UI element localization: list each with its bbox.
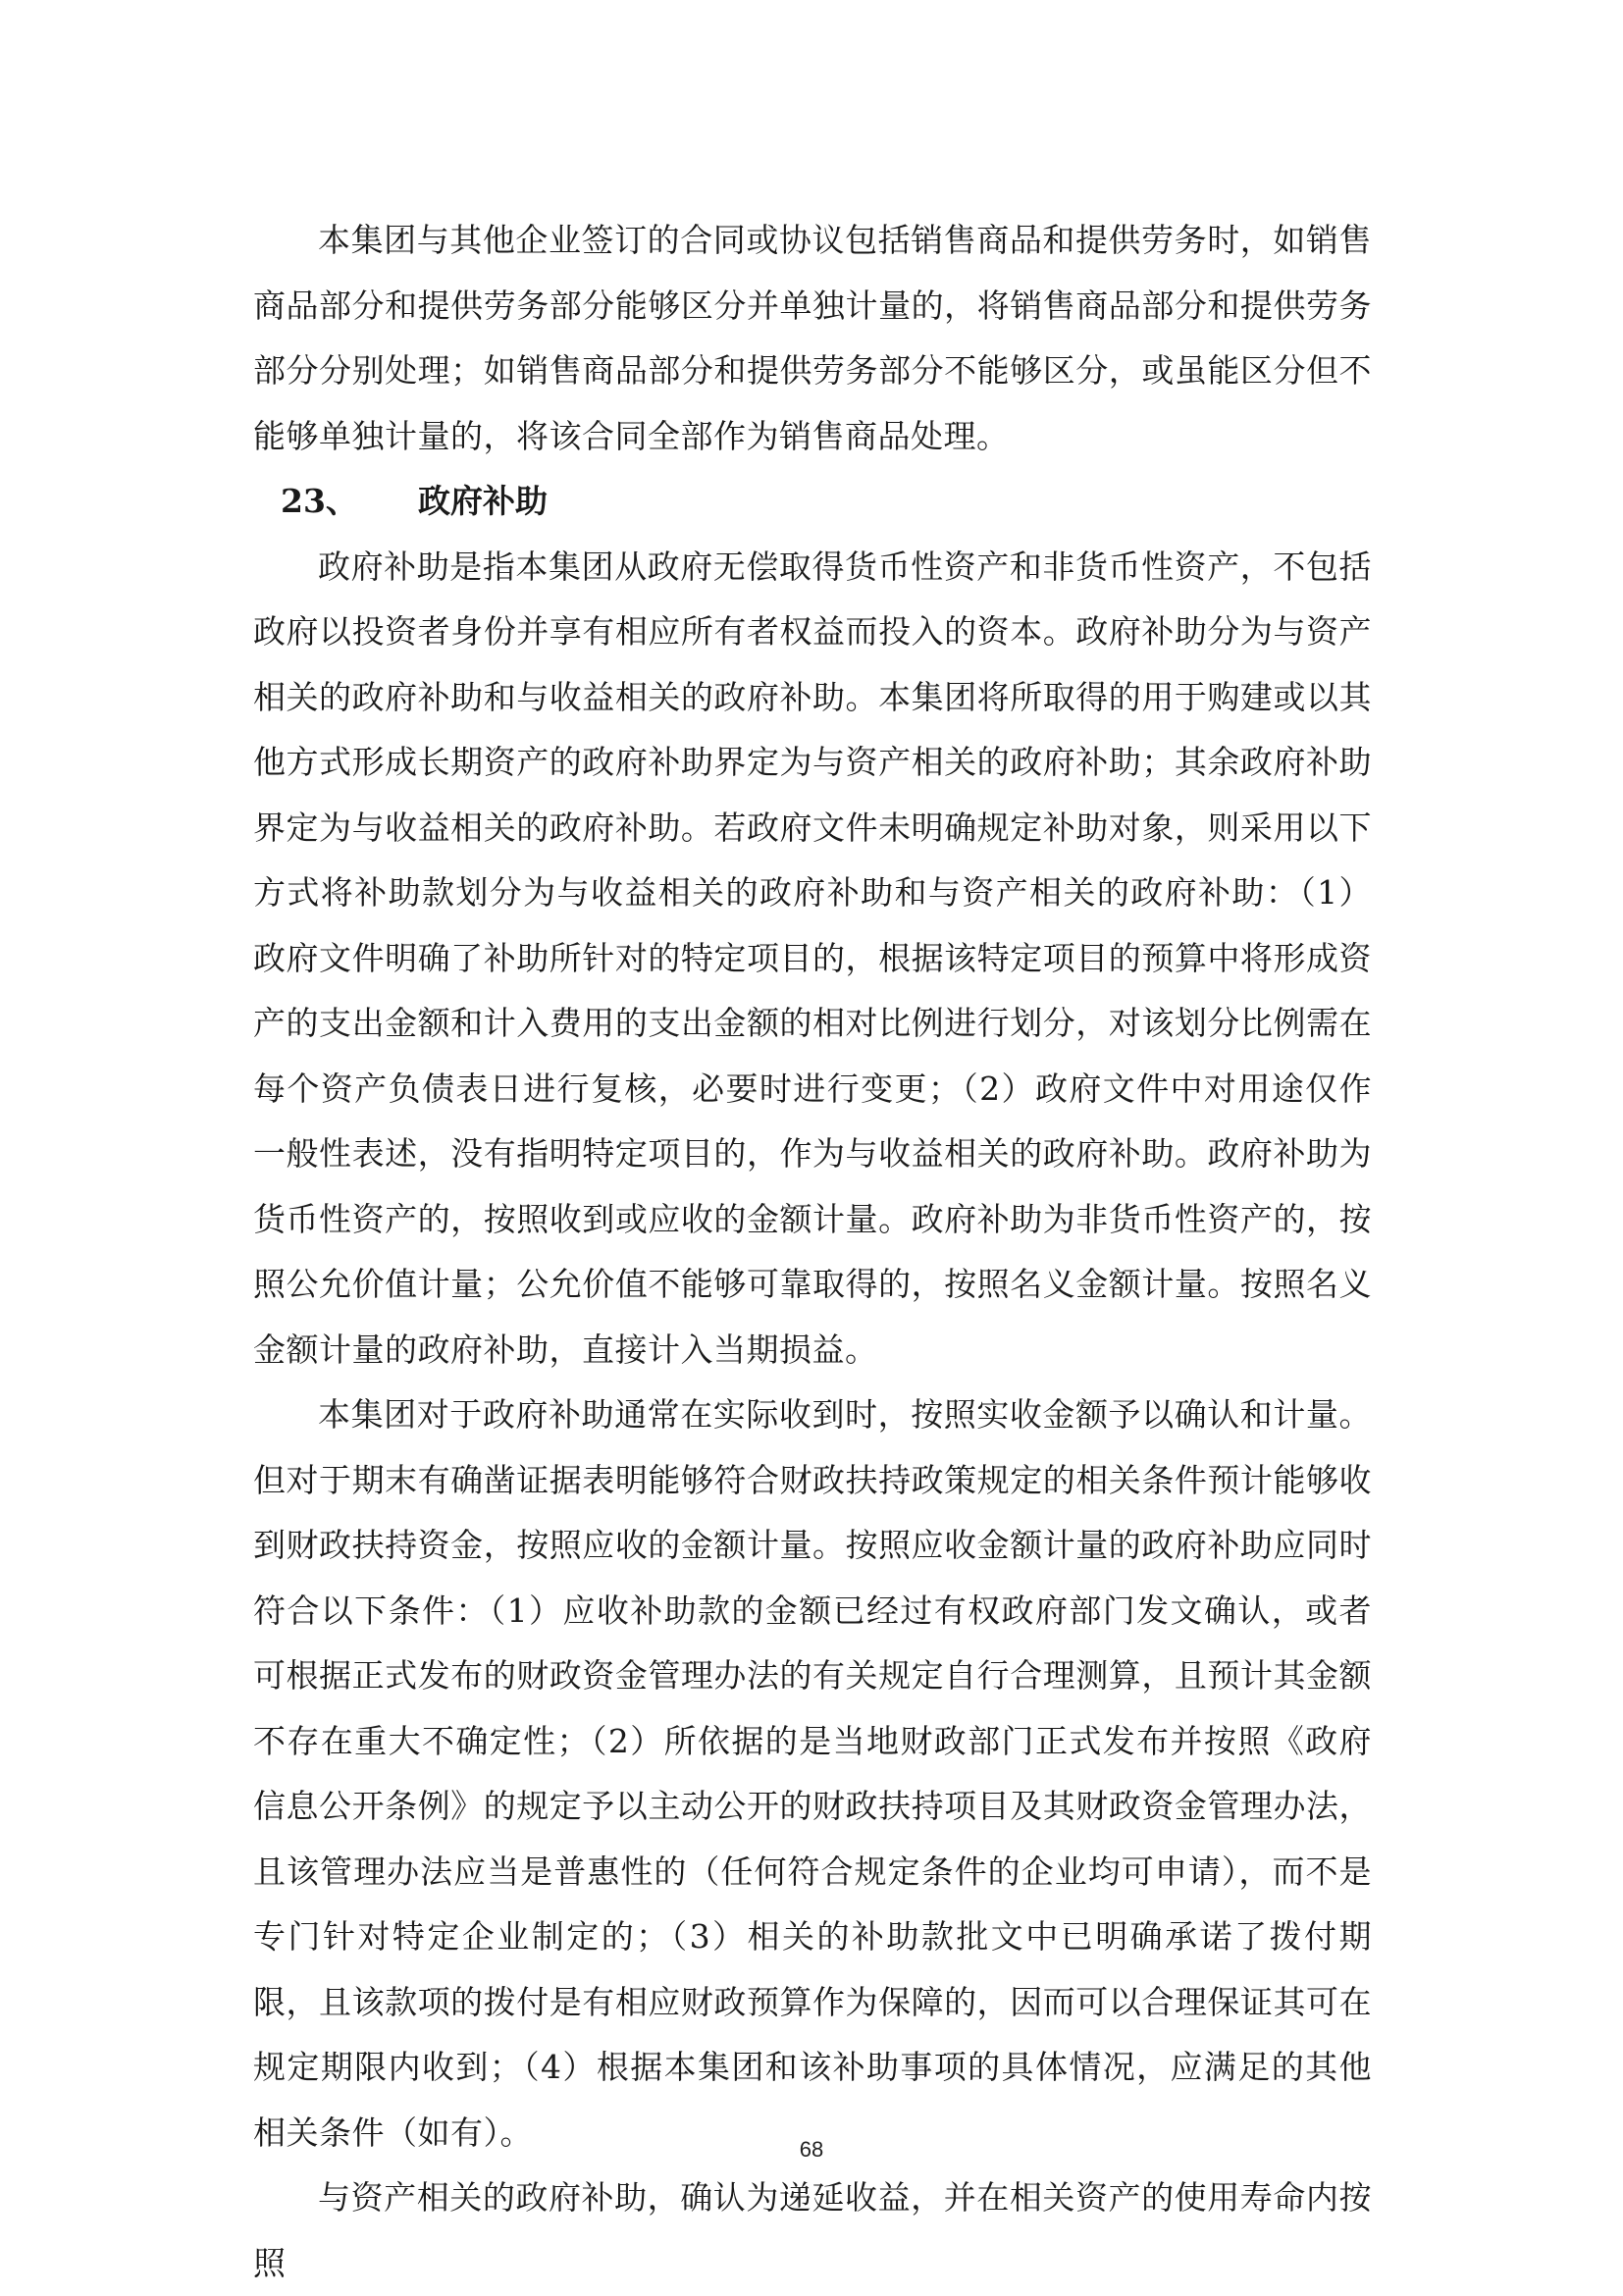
paragraph-grant-recognition: 本集团对于政府补助通常在实际收到时，按照实收金额予以确认和计量。但对于期末有确凿证据表明能够符合财政扶持政策规定的相关条件预计能够收到财政扶持资金，按照应收的金额计量。按照应收金额计量的政府补助应同时符合以下条件：（1）应收补助款的金额已经过有权政府部门发文确认，或者可根据正式发布的财政资金管理办法的有关规定自行合理测算，且预计其金额不存在重大不确定性；（2）所依据的是当地财政部门正式发布并按照《政府信息公开条例》的规定予以主动公开的财政扶持项目及其财政资金管理办法，且该管理办法应当是普惠性的（任何符合规定条件的企业均可申请），而不是专门针对特定企业制定的；（3）相关的补助款批文中已明确承诺了拨付期限，且该款项的拨付是有相应财政预算作为保障的，因而可以合理保证其可在规定期限内收到；（4）根据本集团和该补助事项的具体情况，应满足的其他相关条件（如有）。 xyxy=(253,1395,1372,2152)
page-number: 68 xyxy=(799,2137,824,2162)
paragraph-asset-related-grant: 与资产相关的政府补助，确认为递延收益，并在相关资产的使用寿命内按照 xyxy=(253,2178,1372,2282)
section-number: 23、 xyxy=(281,482,358,520)
section-title: 政府补助 xyxy=(418,482,548,520)
section-heading xyxy=(253,469,1372,535)
paragraph-sales-and-services: 本集团与其他企业签订的合同或协议包括销售商品和提供劳务时，如销售商品部分和提供劳务部分能够区分并单独计量的，将销售商品部分和提供劳务部分分别处理；如销售商品部分和提供劳务部分不能够区分，或虽能区分但不能够单独计量的，将该合同全部作为销售商品处理。 xyxy=(253,221,1372,455)
page-content xyxy=(253,208,1372,2296)
paragraph-government-grant-definition: 政府补助是指本集团从政府无偿取得货币性资产和非货币性资产，不包括政府以投资者身份并享有相应所有者权益而投入的资本。政府补助分为与资产相关的政府补助和与收益相关的政府补助。本集团将所取得的用于购建或以其他方式形成长期资产的政府补助界定为与资产相关的政府补助；其余政府补助界定为与收益相关的政府补助。若政府文件未明确规定补助对象，则采用以下方式将补助款划分为与收益相关的政府补助和与资产相关的政府补助：（1）政府文件明确了补助所针对的特定项目的，根据该特定项目的预算中将形成资产的支出金额和计入费用的支出金额的相对比例进行划分，对该划分比例需在每个资产负债表日进行复核，必要时进行变更；（2）政府文件中对用途仅作一般性表述，没有指明特定项目的，作为与收益相关的政府补助。政府补助为货币性资产的，按照收到或应收的金额计量。政府补助为非货币性资产的，按照公允价值计量；公允价值不能够可靠取得的，按照名义金额计量。按照名义金额计量的政府补助，直接计入当期损益。 xyxy=(253,547,1372,1369)
